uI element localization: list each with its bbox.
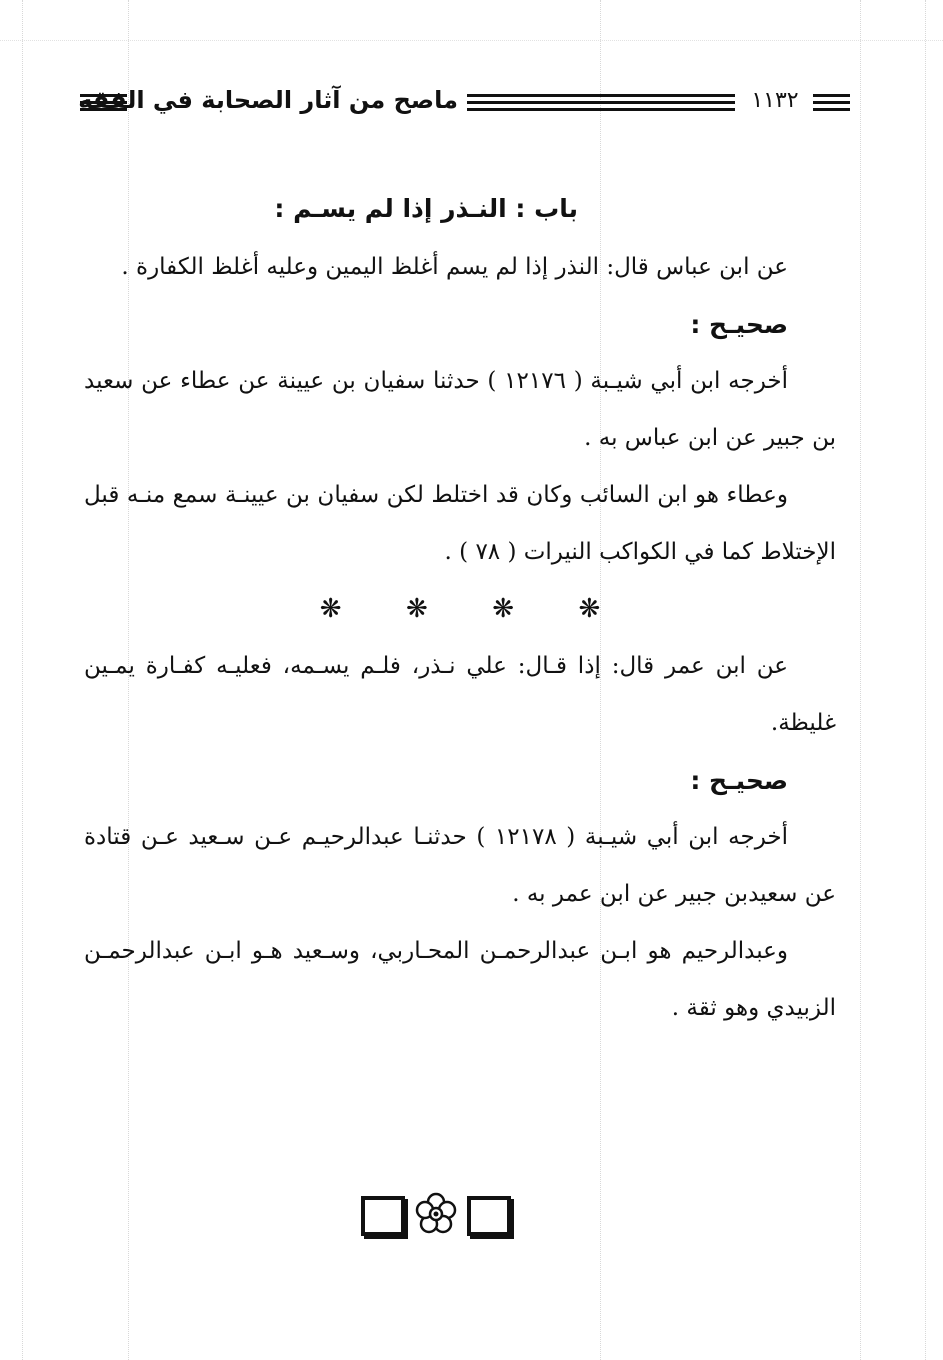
running-title: ماصح من آثار الصحابة في الفقه bbox=[78, 86, 458, 114]
scan-guide-line bbox=[925, 0, 926, 1360]
scan-guide-line bbox=[860, 0, 861, 1360]
square-ornament-icon bbox=[361, 1196, 405, 1236]
narration-paragraph: عن ابن عباس قال: النذر إذا لم يسم أغلظ اليمين وعليه أغلظ الكفارة . bbox=[121, 254, 788, 280]
header-rule-right bbox=[813, 94, 850, 114]
scan-guide-line bbox=[0, 40, 943, 41]
page-body bbox=[84, 180, 836, 1037]
section-separator bbox=[84, 581, 836, 638]
page-header bbox=[80, 84, 850, 124]
source-paragraph: أخرجه ابن أبي شيـبة ( ١٢١٧٨ ) حدثنـا عبدالرحيـم عـن سـعيد عـن قتادة عن سعيدبن جبير عن ابن عمر به . bbox=[84, 824, 836, 907]
header-rule-middle bbox=[467, 94, 735, 114]
star-ornament-icon: ❋ bbox=[578, 594, 601, 624]
source-paragraph: أخرجه ابن أبي شيـبة ( ١٢١٧٦ ) حدثنا سفيان بن عيينة عن عطاء عن سعيد بن جبير عن ابن عباس به . bbox=[84, 368, 836, 451]
grading-label: صحيـح : bbox=[690, 766, 788, 795]
commentary-paragraph: وعطاء هو ابن السائب وكان قد اختلط لكن سفيان بن عيينـة سمع منـه قبل الإختلاط كما في الكواكب النيرات ( ٧٨ ) . bbox=[84, 482, 836, 565]
footer-ornament bbox=[361, 1192, 515, 1236]
grading-label: صحيـح : bbox=[690, 310, 788, 339]
commentary-paragraph: وعبدالرحيم هو ابـن عبدالرحمـن المحـاربي، وسـعيد هـو ابـن عبدالرحمـن الزبيدي وهو ثقة . bbox=[84, 938, 836, 1021]
star-ornament-icon: ❋ bbox=[492, 594, 515, 624]
page-number: ١١٣٢ bbox=[751, 88, 799, 113]
star-ornament-icon: ❋ bbox=[319, 594, 342, 624]
flower-ornament-icon bbox=[413, 1192, 459, 1236]
chapter-heading: باب : النـذر إذا لم يسـم : bbox=[274, 194, 578, 223]
star-ornament-icon: ❋ bbox=[405, 594, 428, 624]
scan-guide-line bbox=[22, 0, 23, 1360]
square-ornament-icon bbox=[467, 1196, 511, 1236]
narration-paragraph: عن ابن عمر قال: إذا قـال: علي نـذر، فلـم يسـمه، فعليـه كفـارة يمـين غليظة. bbox=[84, 653, 836, 736]
